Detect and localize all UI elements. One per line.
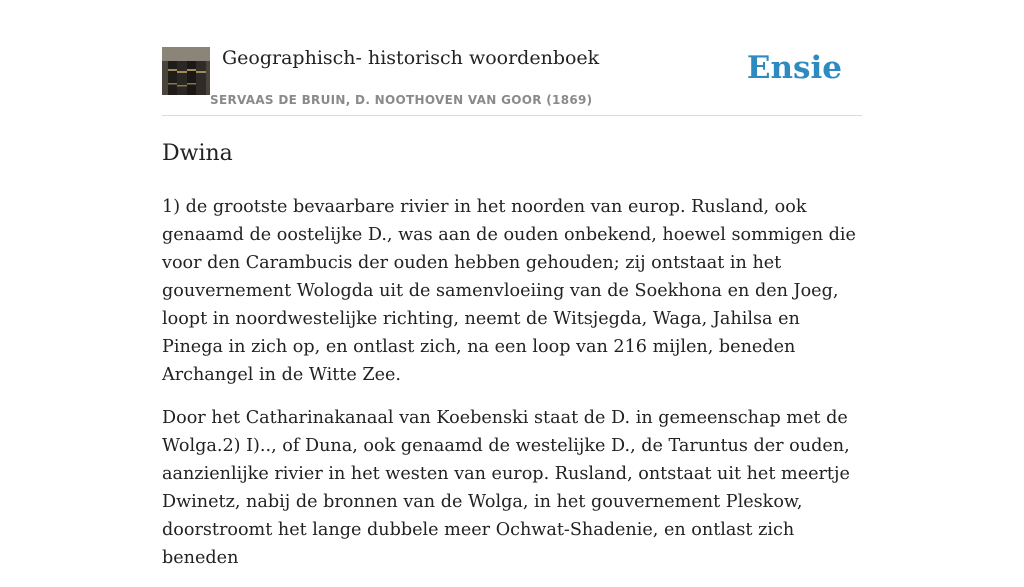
book-cover-avatar[interactable] [162,47,210,95]
entry-title: Dwina [162,141,233,166]
book-spines-icon [162,47,210,95]
book-authors: SERVAAS DE BRUIN, D. NOOTHOVEN VAN GOOR (1869) [210,93,593,107]
entry-paragraph: 1) de grootste bevaarbare rivier in het noorden van europ. Rusland, ook genaamd de oostelijke D., was aan de ouden onbekend, hoewel sommigen die voor den Carambucis der ouden hebben gehouden; zij ontstaat in het gouvernement Wologda uit de samenvloeiing van de Soekhona en den Joeg, loopt in noordwestelijke richting, neemt de Witsjegda, Waga, Jahilsa en Pinega in zich op, en ontlast zich, na een loop van 216 mijlen, beneden Archangel in de Witte Zee. [162,197,856,385]
book-header [162,46,862,116]
entry-paragraph: Door het Catharinakanaal van Koebenski staat de D. in gemeenschap met de Wolga.2) I).., of Duna, ook genaamd de westelijke D., de Taruntus der ouden, aanzienlijke rivier in het westen van europ. Rusland, ontstaat uit het meertje Dwinetz, nabij de bronnen van de Wolga, in het gouvernement Pleskow, doorstroomt het lange dubbele meer Ochwat-Shadenie, en ontlast zich beneden [162,408,850,568]
ensie-logo-link[interactable]: Ensie [746,50,842,86]
book-title-link[interactable]: Geographisch- historisch woordenboek [222,47,600,69]
entry-content [162,138,862,587]
